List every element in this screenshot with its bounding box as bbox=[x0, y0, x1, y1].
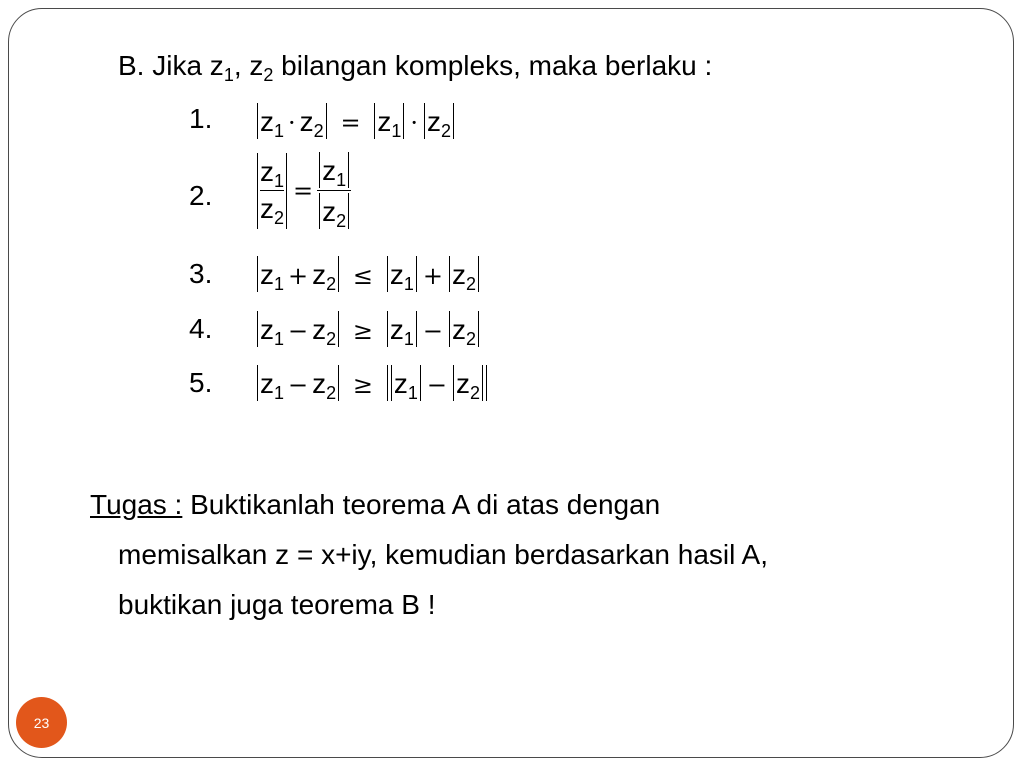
assignment-label: Tugas : bbox=[90, 489, 183, 520]
item-number-5: 5. bbox=[189, 367, 213, 398]
theorem-heading bbox=[118, 50, 713, 85]
heading-sub-1: 1 bbox=[223, 65, 234, 85]
formula-5: $z_1 - z_2 \ge z_1 - z_2$ bbox=[255, 365, 489, 401]
assignment-line-3: buktikan juga teorema B ! bbox=[118, 589, 436, 620]
slide-frame bbox=[8, 8, 1014, 758]
assignment-line-1 bbox=[90, 480, 768, 530]
heading-text-mid: , z bbox=[233, 50, 264, 81]
item-number-3: 3. bbox=[189, 258, 213, 289]
heading-sub-2: 2 bbox=[263, 65, 274, 85]
formula-2: $\frac{z_1}{z_2}$ = $\frac{z_1}{z_2}$ bbox=[255, 152, 351, 236]
heading-text: B. Jika z bbox=[118, 50, 224, 81]
formula-1: $z_1 \cdot z_2 = z_1 \cdot z_2$ bbox=[255, 103, 456, 139]
heading-text-suffix: bilangan kompleks, maka berlaku : bbox=[273, 50, 713, 81]
assignment-text-1: Buktikanlah teorema A di atas dengan bbox=[182, 489, 661, 520]
page-number-badge: 23 bbox=[16, 697, 67, 748]
item-number-2: 2. bbox=[189, 180, 213, 211]
item-number-4: 4. bbox=[189, 313, 213, 344]
formula-4: $z_1 - z_2 \ge z_1 - z_2$ bbox=[255, 311, 481, 347]
item-number-1: 1. bbox=[189, 103, 213, 134]
formula-3: $z_1 + z_2 \le z_1 + z_2$ bbox=[255, 256, 481, 292]
assignment-line-2: memisalkan z = x+iy, kemudian berdasarkan hasil A, bbox=[118, 539, 769, 570]
assignment-paragraph bbox=[90, 480, 768, 630]
